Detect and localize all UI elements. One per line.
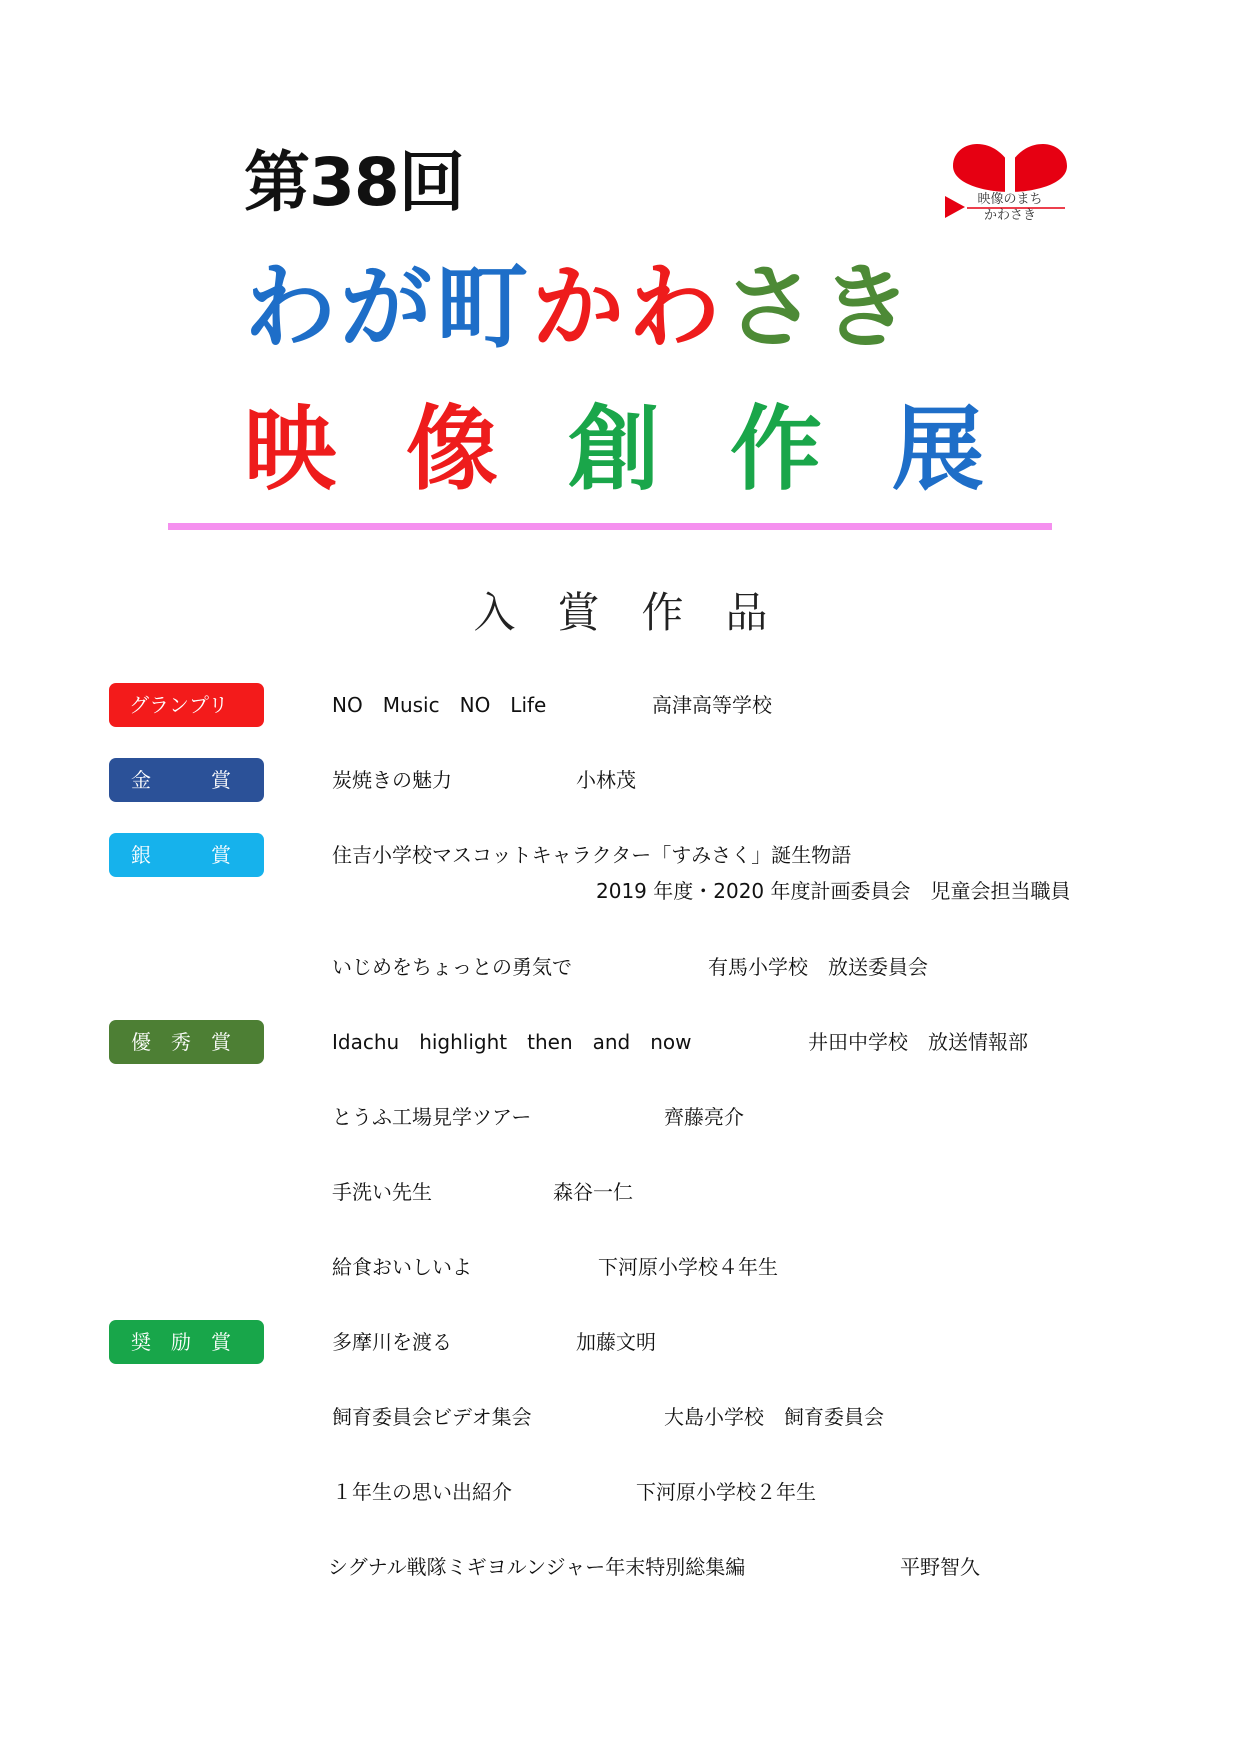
title-line-2-char: 像 [405,396,498,503]
entry-author: 森谷一仁 [553,1180,633,1204]
entry-title: シグナル戦隊ミギヨルンジャー年末特別総集編 [328,1555,746,1579]
entry-title: 手洗い先生 [332,1180,432,1204]
edition-number: 第38回 [244,144,464,221]
title-line-1-char: か [532,254,629,361]
title-line-2-char: 創 [567,396,660,503]
entry-title: NO Music NO Life [332,693,547,717]
logo-line2: かわさき [983,208,1036,224]
entry-title: 多摩川を渡る [332,1330,452,1354]
logo-caption [945,192,1075,225]
award-row-merit-3 [0,1170,1241,1214]
award-row-merit [0,1020,1241,1064]
entry-title: 給食おいしいよ [332,1255,472,1279]
award-row-encouragement-4 [0,1545,1241,1589]
entry-title: 炭焼きの魅力 [332,768,452,792]
logo-line1: 映像のまち [977,192,1043,207]
title-line-2-char: 展 [891,396,984,503]
entry-title: 住吉小学校マスコットキャラクター「すみさく」誕生物語 [332,843,852,867]
award-row-merit-2 [0,1095,1241,1139]
entry-author: 井田中学校 放送情報部 [808,1030,1028,1054]
encouragement-award-badge: 奨 励 賞 [109,1320,264,1364]
award-row-encouragement-2 [0,1395,1241,1439]
title-line-2-char: 映 [244,396,337,503]
pink-divider [168,523,1052,530]
entry-title: とうふ工場見学ツアー [332,1105,532,1129]
entry-author: 下河原小学校２年生 [636,1480,816,1504]
title-line-1 [244,254,917,361]
award-row-grand-prix [0,683,1241,727]
award-row-encouragement [0,1320,1241,1364]
entry-title: Idachu highlight then and now [332,1030,692,1054]
entry-title: 飼育委員会ビデオ集会 [332,1405,532,1429]
award-row-gold [0,758,1241,802]
entry-author: 齊藤亮介 [664,1105,744,1129]
title-line-1-char: き [820,254,917,361]
title-line-1-char: さ [724,254,821,361]
entry-author: 下河原小学校４年生 [598,1255,778,1279]
entry-title: １年生の思い出紹介 [332,1480,512,1504]
award-row-silver-2 [0,945,1241,989]
entry-author: 2019 年度・2020 年度計画委員会 児童会担当職員 [596,879,1071,903]
award-row-merit-4 [0,1245,1241,1289]
entry-author: 平野智久 [900,1555,980,1579]
title-line-1-char: 町 [436,254,533,361]
section-heading: 入賞作品 [473,588,810,637]
award-row-encouragement-3 [0,1470,1241,1514]
title-line-2 [244,396,984,503]
entry-author: 小林茂 [576,768,636,792]
title-line-2-char: 作 [729,396,822,503]
entry-author: 高津高等学校 [652,693,772,717]
silver-award-badge: 銀 賞 [109,833,264,877]
grand-prix-badge: グランプリ [109,683,264,727]
entry-title: いじめをちょっとの勇気で [332,955,572,979]
title-line-1-char: が [340,254,437,361]
entry-author: 大島小学校 飼育委員会 [664,1405,884,1429]
title-line-1-char: わ [244,254,341,361]
entry-author: 加藤文明 [576,1330,656,1354]
merit-award-badge: 優 秀 賞 [109,1020,264,1064]
kawasaki-logo [945,144,1075,244]
title-line-1-char: わ [628,254,725,361]
award-row-silver [0,833,1241,903]
entry-author: 有馬小学校 放送委員会 [708,955,928,979]
gold-award-badge: 金 賞 [109,758,264,802]
